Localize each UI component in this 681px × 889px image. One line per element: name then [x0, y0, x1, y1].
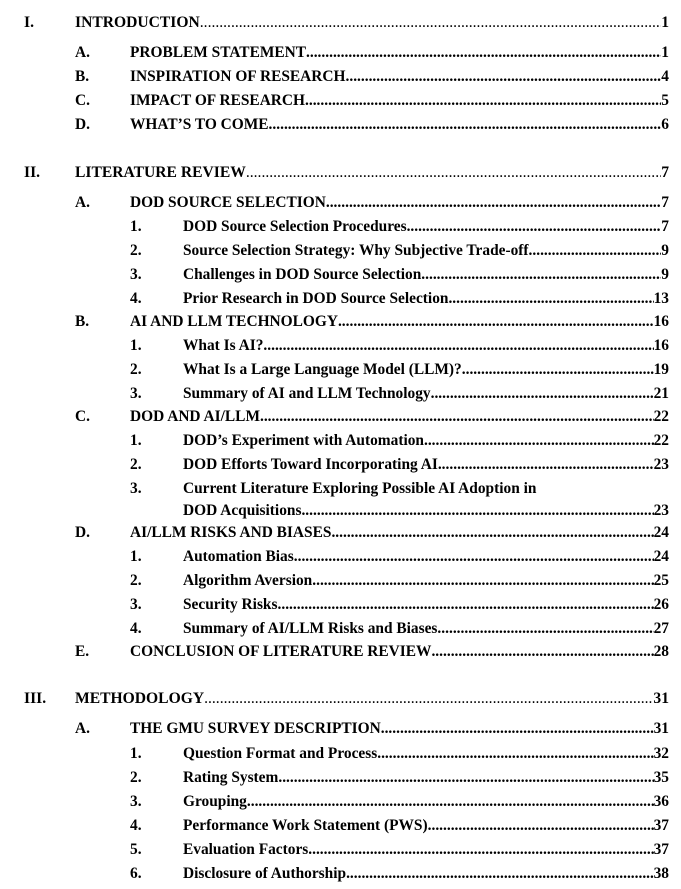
toc-entry-title: DOD Efforts Toward Incorporating AI — [183, 456, 438, 473]
toc-entry[interactable] — [0, 359, 669, 381]
toc-entry-title: WHAT’S TO COME — [130, 116, 269, 133]
toc-entry-number: B. — [75, 68, 90, 85]
dot-leader — [278, 594, 654, 616]
toc-entry[interactable] — [0, 478, 669, 522]
toc-entry-page-number: 7 — [661, 164, 669, 181]
dot-leader — [377, 743, 653, 765]
toc-entry-number: 1. — [130, 745, 142, 762]
toc-entry[interactable] — [0, 546, 669, 568]
toc-entry-page-number: 37 — [653, 841, 669, 858]
toc-entry-page-number: 7 — [661, 194, 669, 211]
dot-leader — [381, 718, 654, 740]
toc-entry[interactable] — [0, 216, 669, 238]
toc-entry-page-number: 38 — [653, 865, 669, 882]
toc-entry-title: Automation Bias — [183, 548, 294, 565]
toc-entry-title: DOD’s Experiment with Automation — [183, 432, 424, 449]
toc-entry[interactable] — [0, 791, 669, 813]
toc-entry-number: 2. — [130, 242, 142, 259]
toc-entry-title: Question Format and Process — [183, 745, 378, 762]
toc-entry[interactable] — [0, 863, 669, 885]
toc-entry-number: A. — [75, 194, 90, 211]
toc-entry[interactable] — [0, 688, 669, 710]
toc-entry-number: A. — [75, 44, 90, 61]
toc-entry-number: D. — [75, 116, 90, 133]
dot-leader — [407, 216, 662, 238]
toc-entry-page-number: 24 — [653, 524, 669, 541]
toc-entry-page-number: 19 — [653, 361, 669, 378]
toc-entry-page-number: 37 — [653, 817, 669, 834]
toc-entry-page-number: 31 — [653, 690, 669, 707]
toc-entry-number: 1. — [130, 218, 142, 235]
toc-entry[interactable] — [0, 406, 669, 428]
dot-leader — [200, 12, 661, 34]
toc-entry-title: DOD AND AI/LLM — [130, 408, 260, 425]
toc-entry-number: C. — [75, 92, 90, 109]
toc-entry-number: 1. — [130, 432, 142, 449]
dot-leader — [269, 114, 662, 136]
toc-entry-number: 3. — [130, 385, 142, 402]
dot-leader — [308, 839, 653, 861]
dot-leader — [529, 240, 662, 262]
toc-entry-number: II. — [24, 164, 41, 181]
toc-entry-number: 5. — [130, 841, 142, 858]
toc-entry-page-number: 23 — [653, 456, 669, 473]
toc-entry-page-number: 9 — [661, 242, 669, 259]
toc-entry-title: Security Risks — [183, 596, 278, 613]
toc-entry-number: 2. — [130, 572, 142, 589]
dot-leader — [421, 264, 661, 286]
toc-entry-page-number: 24 — [653, 548, 669, 565]
toc-entry-page-number: 9 — [661, 266, 669, 283]
toc-entry-page-number: 1 — [661, 44, 669, 61]
toc-entry[interactable] — [0, 90, 669, 112]
toc-entry[interactable] — [0, 162, 669, 184]
toc-entry-number: 1. — [130, 548, 142, 565]
toc-entry-page-number: 7 — [661, 218, 669, 235]
toc-entry-title: Performance Work Statement (PWS) — [183, 817, 428, 834]
toc-entry-page-number: 16 — [653, 337, 669, 354]
toc-entry-number: 3. — [130, 266, 142, 283]
toc-entry-title: AI AND LLM TECHNOLOGY — [130, 313, 338, 330]
toc-entry[interactable] — [0, 264, 669, 286]
toc-entry[interactable] — [0, 430, 669, 452]
toc-entry-page-number: 6 — [661, 116, 669, 133]
dot-leader — [346, 863, 654, 885]
dot-leader — [294, 546, 654, 568]
toc-entry-page-number: 4 — [661, 68, 669, 85]
dot-leader — [247, 791, 654, 813]
toc-entry-title: LITERATURE REVIEW — [75, 164, 246, 181]
toc-entry-number: C. — [75, 408, 90, 425]
dot-leader — [448, 288, 653, 310]
toc-entry-page-number: 31 — [653, 720, 669, 737]
toc-entry-number: III. — [24, 690, 47, 707]
dot-leader — [437, 618, 653, 640]
dot-leader — [338, 311, 654, 333]
toc-entry[interactable] — [0, 335, 669, 357]
toc-entry-page-number: 1 — [661, 14, 669, 31]
toc-entry-number: 2. — [130, 456, 142, 473]
toc-entry-number: 3. — [130, 596, 142, 613]
toc-entry-title: Rating System — [183, 769, 279, 786]
dot-leader — [424, 430, 654, 452]
dot-leader — [312, 570, 653, 592]
toc-entry[interactable] — [0, 288, 669, 310]
toc-entry-title: Prior Research in DOD Source Selection — [183, 290, 449, 307]
dot-leader — [246, 162, 661, 184]
dot-leader — [331, 522, 653, 544]
toc-entry-page-number: 32 — [653, 745, 669, 762]
toc-entry-number: 6. — [130, 865, 142, 882]
toc-entry-page-number: 23 — [653, 502, 669, 519]
toc-entry-title: CONCLUSION OF LITERATURE REVIEW — [130, 643, 432, 660]
dot-leader — [301, 500, 653, 522]
toc-entry-title: Evaluation Factors — [183, 841, 309, 858]
toc-entry-number: 4. — [130, 620, 142, 637]
toc-entry-page-number: 21 — [653, 385, 669, 402]
dot-leader — [438, 454, 654, 476]
toc-entry-number: E. — [75, 643, 90, 660]
toc-entry-title: Grouping — [183, 793, 247, 810]
toc-entry-page-number: 22 — [653, 408, 669, 425]
toc-entry[interactable] — [0, 570, 669, 592]
toc-entry[interactable] — [0, 383, 669, 405]
toc-entry-title: Summary of AI/LLM Risks and Biases — [183, 620, 438, 637]
dot-leader — [278, 767, 653, 789]
toc-entry-number: I. — [24, 14, 34, 31]
toc-entry[interactable] — [0, 42, 669, 64]
toc-entry[interactable] — [0, 839, 669, 861]
toc-entry-page-number: 26 — [653, 596, 669, 613]
dot-leader — [263, 335, 653, 357]
toc-entry-number: 4. — [130, 290, 142, 307]
toc-entry[interactable] — [0, 66, 669, 88]
toc-entry-title: Algorithm Aversion — [183, 572, 313, 589]
dot-leader — [346, 66, 662, 88]
toc-entry-title: Challenges in DOD Source Selection — [183, 266, 422, 283]
toc-entry[interactable] — [0, 718, 669, 740]
toc-entry-title: Source Selection Strategy: Why Subjective Trade-off — [183, 242, 529, 259]
dot-leader — [428, 815, 654, 837]
toc-entry-number: 2. — [130, 361, 142, 378]
toc-entry-number: B. — [75, 313, 90, 330]
toc-entry-title: METHODOLOGY — [75, 690, 205, 707]
toc-entry-number: 1. — [130, 337, 142, 354]
toc-entry-page-number: 22 — [653, 432, 669, 449]
toc-entry-page-number: 5 — [661, 92, 669, 109]
toc-entry-page-number: 25 — [653, 572, 669, 589]
toc-entry[interactable] — [0, 114, 669, 136]
toc-entry[interactable] — [0, 618, 669, 640]
toc-entry-number: A. — [75, 720, 90, 737]
toc-entry[interactable] — [0, 641, 669, 663]
toc-entry-title: Current Literature Exploring Possible AI Adoption in — [183, 480, 537, 497]
toc-entry-title: What Is AI? — [183, 337, 264, 354]
toc-entry-title: PROBLEM STATEMENT — [130, 44, 307, 61]
dot-leader — [462, 359, 654, 381]
dot-leader — [204, 688, 653, 710]
toc-entry-title: DOD Source Selection Procedures — [183, 218, 407, 235]
toc-entry-number: D. — [75, 524, 90, 541]
toc-entry-number: 3. — [130, 793, 142, 810]
toc-entry-page-number: 13 — [653, 290, 669, 307]
toc-entry[interactable] — [0, 815, 669, 837]
toc-entry-number: 4. — [130, 817, 142, 834]
toc-entry-title: IMPACT OF RESEARCH — [130, 92, 306, 109]
toc-entry[interactable] — [0, 454, 669, 476]
toc-entry-number: 2. — [130, 769, 142, 786]
toc-entry-title: DOD SOURCE SELECTION — [130, 194, 326, 211]
toc-entry-page-number: 16 — [653, 313, 669, 330]
toc-entry-page-number: 27 — [653, 620, 669, 637]
toc-entry-title-continued: DOD Acquisitions — [183, 502, 302, 519]
toc-entry[interactable] — [0, 767, 669, 789]
dot-leader — [326, 192, 661, 214]
toc-entry-title: Disclosure of Authorship — [183, 865, 347, 882]
dot-leader — [260, 406, 654, 428]
toc-entry-page-number: 36 — [653, 793, 669, 810]
toc-entry-title: What Is a Large Language Model (LLM)? — [183, 361, 462, 378]
toc-entry-page-number: 28 — [653, 643, 669, 660]
toc-entry-title: INTRODUCTION — [75, 14, 200, 31]
dot-leader — [306, 42, 661, 64]
toc-entry[interactable] — [0, 522, 669, 544]
toc-entry[interactable] — [0, 192, 669, 214]
toc-entry-title: INSPIRATION OF RESEARCH — [130, 68, 346, 85]
toc-entry[interactable] — [0, 240, 669, 262]
toc-entry-page-number: 35 — [653, 769, 669, 786]
toc-entry-number: 3. — [130, 480, 142, 497]
toc-entry[interactable] — [0, 743, 669, 765]
toc-entry[interactable] — [0, 594, 669, 616]
toc-entry-title: Summary of AI and LLM Technology — [183, 385, 431, 402]
toc-entry[interactable] — [0, 12, 669, 34]
dot-leader — [305, 90, 661, 112]
dot-leader — [431, 383, 654, 405]
toc-entry-title: THE GMU SURVEY DESCRIPTION — [130, 720, 381, 737]
toc-entry-title: AI/LLM RISKS AND BIASES — [130, 524, 332, 541]
dot-leader — [431, 641, 653, 663]
toc-entry[interactable] — [0, 311, 669, 333]
